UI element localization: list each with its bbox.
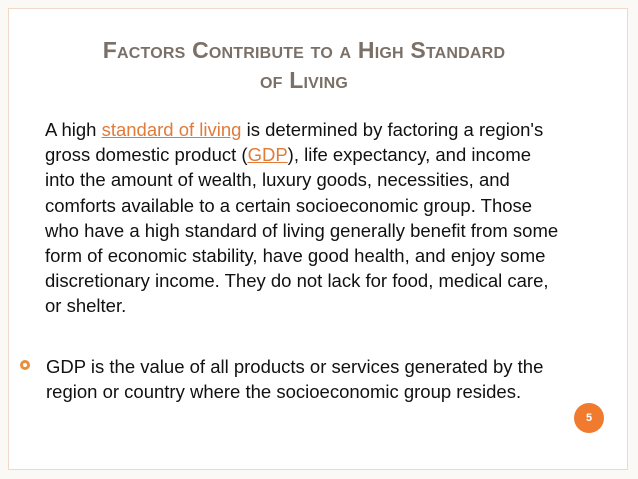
bullet-ring-icon [20, 360, 30, 370]
page-number-badge: 5 [574, 403, 604, 433]
bullet-item [20, 354, 560, 404]
slide-title-line-1: Factors Contribute to a High Standard [102, 37, 506, 63]
slide-title [24, 36, 584, 94]
paragraph-text-3: ), life expectancy, and income into the amount of wealth, luxury goods, necessities, and comforts available to a certain socioeconomic group. Those who have a high standard of living generally benefit from some form of economic stability, have good health, and enjoy some discretionary income. They do not lack for food, medical care, or shelter. [45, 144, 559, 317]
paragraph-text-1: A high [45, 119, 102, 140]
slide-title-line-2: of Living [259, 67, 349, 93]
paragraph-text-2: is determined by factoring a region's gross domestic product ( [45, 119, 544, 166]
gdp-link[interactable]: GDP [247, 144, 288, 166]
standard-of-living-link[interactable]: standard of living [101, 119, 242, 140]
bullet-text: GDP is the value of all products or services generated by the region or country where the socioeconomic group resides. [46, 356, 544, 403]
body-paragraph [45, 117, 565, 319]
